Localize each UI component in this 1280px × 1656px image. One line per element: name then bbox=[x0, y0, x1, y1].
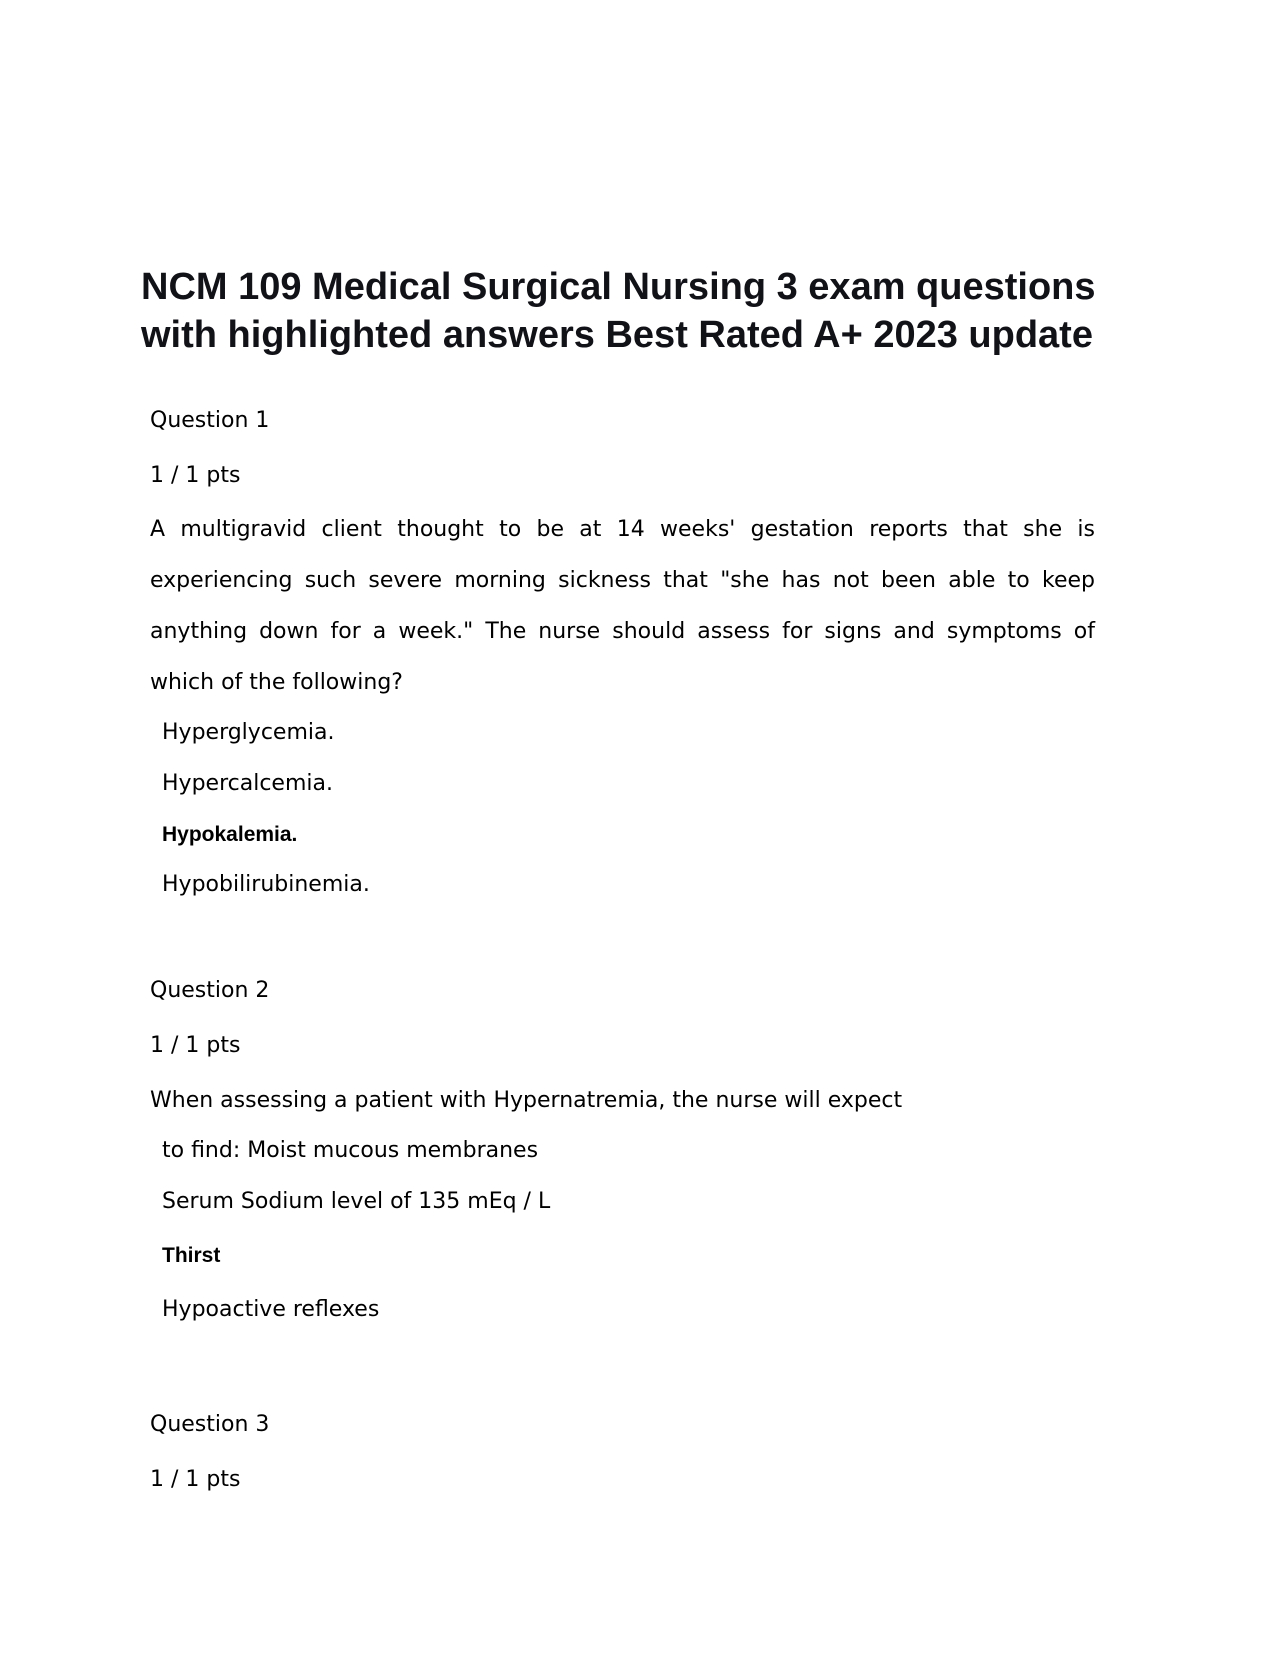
question-heading: Question 2 bbox=[150, 978, 270, 1003]
document-title bbox=[141, 263, 1151, 359]
question-stem-line: A multigravid client thought to be at 14 weeks' gestation reports that she is bbox=[150, 517, 1095, 542]
answer-option: Hyperglycemia. bbox=[162, 720, 335, 745]
answer-option: Hypoactive reflexes bbox=[162, 1297, 380, 1322]
answer-option: Serum Sodium level of 135 mEq / L bbox=[162, 1189, 551, 1214]
document-title-line-1: NCM 109 Medical Surgical Nursing 3 exam questions bbox=[141, 266, 1096, 308]
answer-option: Hypobilirubinemia. bbox=[162, 872, 370, 897]
question-stem-line: which of the following? bbox=[150, 670, 403, 695]
question-points: 1 / 1 pts bbox=[150, 1033, 241, 1058]
question-heading: Question 3 bbox=[150, 1412, 270, 1437]
answer-option: Hypercalcemia. bbox=[162, 771, 333, 796]
document-title-line-2: with highlighted answers Best Rated A+ 2023 update bbox=[141, 314, 1093, 356]
answer-option-correct: Hypokalemia. bbox=[162, 823, 298, 846]
answer-option-correct: Thirst bbox=[162, 1244, 221, 1267]
question-stem-line: experiencing such severe morning sickness that "she has not been able to keep bbox=[150, 568, 1095, 593]
question-points: 1 / 1 pts bbox=[150, 463, 241, 488]
question-stem-line: When assessing a patient with Hypernatremia, the nurse will expect bbox=[150, 1088, 903, 1113]
answer-option: to find: Moist mucous membranes bbox=[162, 1138, 539, 1163]
question-heading: Question 1 bbox=[150, 408, 270, 433]
question-stem-line: anything down for a week." The nurse should assess for signs and symptoms of bbox=[150, 619, 1095, 644]
question-points: 1 / 1 pts bbox=[150, 1467, 241, 1492]
